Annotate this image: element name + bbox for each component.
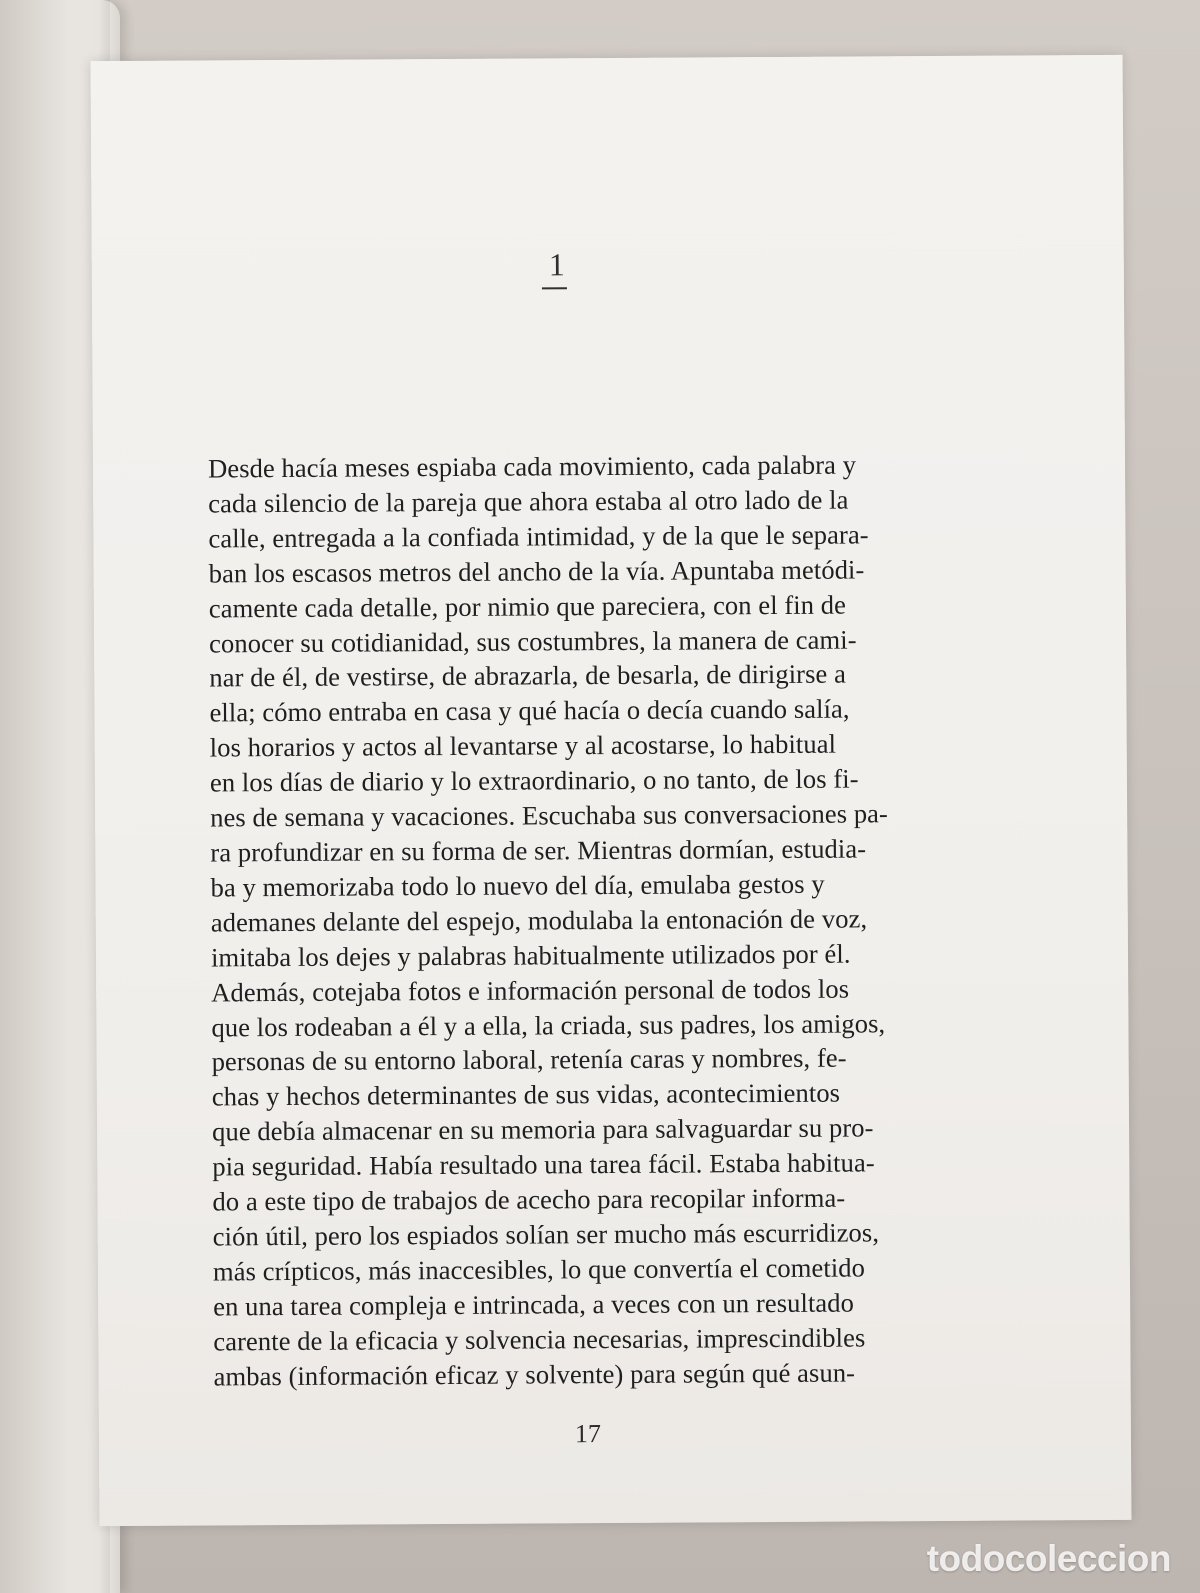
body-line: que debía almacenar en su memoria para salvaguardar su pro-: [211, 1112, 874, 1147]
body-line: Además, cotejaba fotos e información personal de todos los: [211, 973, 850, 1008]
body-line: ba y memorizaba todo lo nuevo del día, emulaba gestos y: [210, 868, 825, 903]
watermark-logo: todocoleccion: [926, 1538, 1171, 1579]
body-line: imitaba los dejes y palabras habitualmente utilizados por él.: [210, 938, 851, 973]
body-line: en los días de diario y lo extraordinario, o no tanto, de los fi-: [209, 763, 859, 798]
body-line: los horarios y actos al levantarse y al acostarse, lo habitual: [209, 728, 837, 763]
body-line: ambas (información eficaz y solvente) para según qué asun-: [213, 1357, 856, 1392]
body-line: cada silencio de la pareja que ahora estaba al otro lado de la: [208, 484, 849, 519]
body-line: ademanes delante del espejo, modulaba la entonación de voz,: [210, 903, 868, 938]
body-line: que los rodeaban a él y a ella, la criada, sus padres, los amigos,: [211, 1007, 886, 1042]
body-line: ción útil, pero los espiados solían ser mucho más escurridizos,: [212, 1217, 880, 1252]
body-line: do a este tipo de trabajos de acecho para recopilar informa-: [212, 1182, 846, 1217]
body-line: ban los escasos metros del ancho de la vía. Apuntaba metódi-: [208, 554, 865, 589]
body-line: calle, entregada a la confiada intimidad, y de la que le separa-: [208, 519, 869, 554]
body-line: nar de él, de vestirse, de abrazarla, de besarla, de dirigirse a: [209, 659, 846, 693]
body-line: en una tarea compleja e intrincada, a veces con un resultado: [213, 1287, 855, 1322]
book-page: [91, 55, 1132, 1526]
body-line: camente cada detalle, por nimio que pareciera, con el fin de: [208, 589, 847, 624]
page-number: 17: [574, 1419, 602, 1449]
body-text: [208, 447, 937, 1394]
body-line: personas de su entorno laboral, retenía caras y nombres, fe-: [211, 1042, 847, 1077]
chapter-rule: [542, 287, 567, 289]
body-line: carente de la eficacia y solvencia necesarias, imprescindibles: [213, 1322, 866, 1357]
body-line: Desde hacía meses espiaba cada movimiento, cada palabra y: [207, 449, 857, 484]
chapter-number: 1: [548, 246, 565, 283]
body-line: nes de semana y vacaciones. Escuchaba sus conversaciones pa-: [210, 798, 889, 833]
show-through-text: [206, 134, 998, 454]
body-line: más crípticos, más inaccesibles, lo que convertía el cometido: [212, 1252, 866, 1287]
body-line: pia seguridad. Había resultado una tarea fácil. Estaba habitua-: [212, 1147, 875, 1182]
body-line: chas y hechos determinantes de sus vidas, acontecimientos: [211, 1077, 841, 1112]
body-line: ra profundizar en su forma de ser. Mientras dormían, estudia-: [210, 833, 867, 868]
body-line: ella; cómo entraba en casa y qué hacía o decía cuando salía,: [209, 693, 850, 728]
body-line: conocer su cotidianidad, sus costumbres, la manera de cami-: [208, 624, 857, 658]
